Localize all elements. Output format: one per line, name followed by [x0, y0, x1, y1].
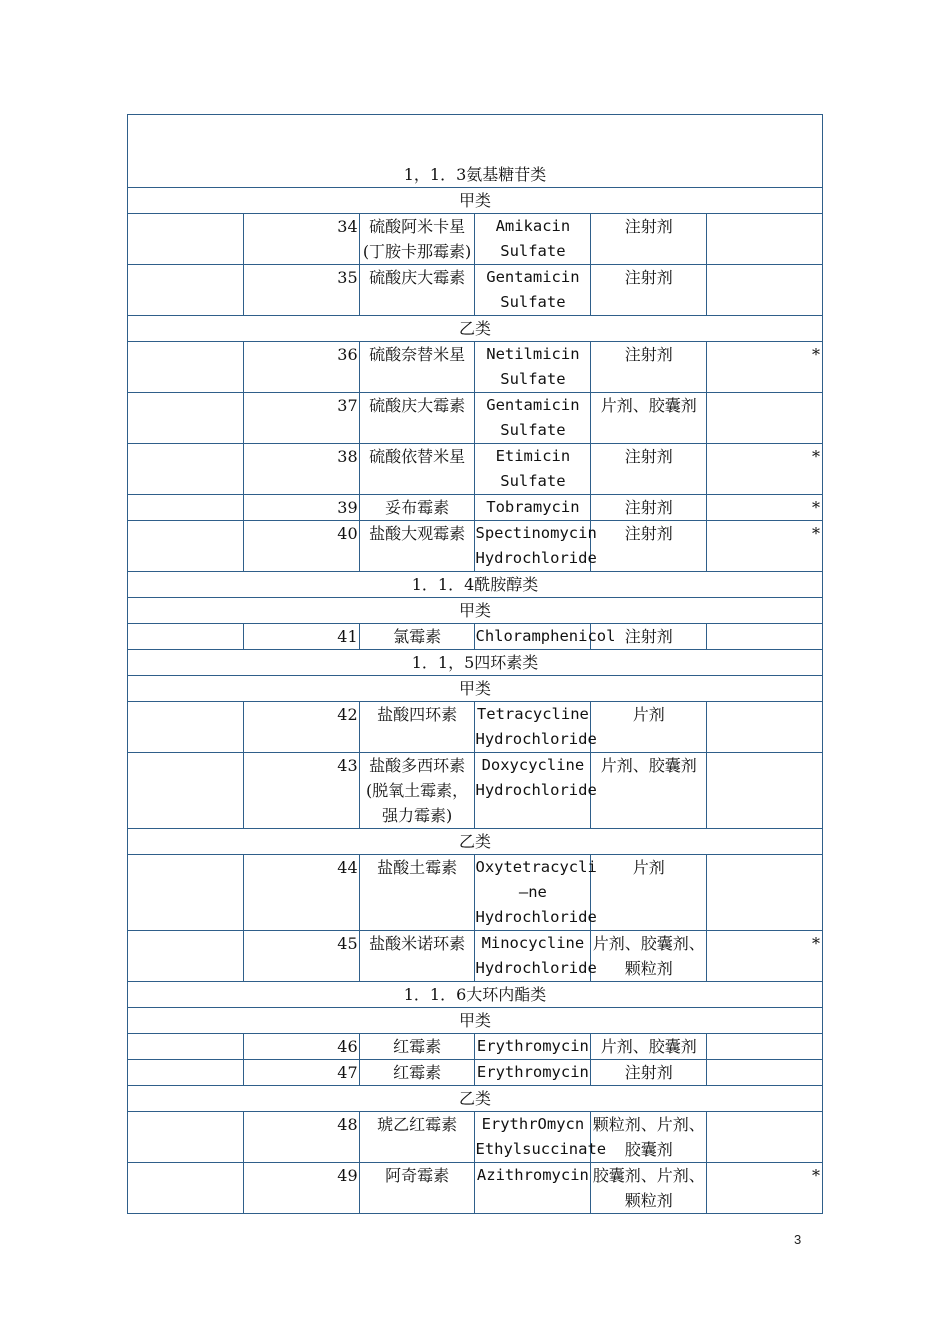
drug-chinese-name: 硫酸奈替米星 — [359, 342, 475, 393]
drug-row — [128, 624, 823, 650]
row-blank-cell — [128, 265, 244, 316]
dosage-form: 片剂、胶囊剂、颗粒剂 — [591, 931, 707, 982]
remark-mark — [707, 1060, 823, 1086]
drug-number: 38 — [243, 444, 359, 495]
drug-row — [128, 444, 823, 495]
drug-row — [128, 342, 823, 393]
row-blank-cell — [128, 495, 244, 521]
dosage-form: 片剂 — [591, 702, 707, 753]
category-row — [128, 829, 823, 855]
drug-row — [128, 753, 823, 829]
row-blank-cell — [128, 1060, 244, 1086]
drug-chinese-name: 红霉素 — [359, 1060, 475, 1086]
drug-chinese-name: 硫酸庆大霉素 — [359, 265, 475, 316]
dosage-form: 片剂、胶囊剂 — [591, 1034, 707, 1060]
drug-number: 34 — [243, 214, 359, 265]
category-row — [128, 316, 823, 342]
dosage-form: 注射剂 — [591, 521, 707, 572]
dosage-form: 片剂、胶囊剂 — [591, 753, 707, 829]
drug-english-name: Tetracycline Hydrochloride — [475, 702, 591, 753]
row-blank-cell — [128, 931, 244, 982]
drug-english-name: Spectinomycin Hydrochloride — [475, 521, 591, 572]
drug-english-name: Gentamicin Sulfate — [475, 265, 591, 316]
drug-english-name: Erythromycin — [475, 1034, 591, 1060]
category-row — [128, 676, 823, 702]
remark-mark: * — [707, 495, 823, 521]
drug-row — [128, 265, 823, 316]
remark-mark — [707, 393, 823, 444]
remark-mark — [707, 753, 823, 829]
drug-english-name: ErythrOmycn Ethylsuccinate — [475, 1112, 591, 1163]
remark-mark — [707, 265, 823, 316]
row-blank-cell — [128, 624, 244, 650]
drug-chinese-name: 盐酸大观霉素 — [359, 521, 475, 572]
drug-row — [128, 1112, 823, 1163]
drug-row — [128, 1060, 823, 1086]
dosage-form: 注射剂 — [591, 214, 707, 265]
drug-chinese-name: 盐酸四环素 — [359, 702, 475, 753]
section-heading: 1．1．6大环内酯类 — [128, 982, 823, 1008]
row-blank-cell — [128, 1034, 244, 1060]
dosage-form: 注射剂 — [591, 342, 707, 393]
drug-english-name: Gentamicin Sulfate — [475, 393, 591, 444]
row-blank-cell — [128, 521, 244, 572]
drug-row — [128, 1163, 823, 1214]
drug-english-name: Etimicin Sulfate — [475, 444, 591, 495]
remark-mark: * — [707, 931, 823, 982]
drug-chinese-name: 红霉素 — [359, 1034, 475, 1060]
section-heading-row — [128, 650, 823, 676]
category-row — [128, 1086, 823, 1112]
remark-mark — [707, 702, 823, 753]
drug-number: 35 — [243, 265, 359, 316]
drug-number: 46 — [243, 1034, 359, 1060]
dosage-form: 注射剂 — [591, 624, 707, 650]
drug-chinese-name: 硫酸庆大霉素 — [359, 393, 475, 444]
drug-row — [128, 931, 823, 982]
drug-number: 42 — [243, 702, 359, 753]
category-label: 甲类 — [128, 676, 823, 702]
remark-mark: * — [707, 444, 823, 495]
dosage-form: 注射剂 — [591, 1060, 707, 1086]
remark-mark — [707, 1034, 823, 1060]
remark-mark: * — [707, 342, 823, 393]
drug-number: 36 — [243, 342, 359, 393]
drug-number: 47 — [243, 1060, 359, 1086]
row-blank-cell — [128, 855, 244, 931]
remark-mark: * — [707, 1163, 823, 1214]
drug-row — [128, 521, 823, 572]
drug-english-name: Azithromycin — [475, 1163, 591, 1214]
category-label: 甲类 — [128, 598, 823, 624]
drug-english-name: Doxycycline Hydrochloride — [475, 753, 591, 829]
row-blank-cell — [128, 214, 244, 265]
dosage-form: 注射剂 — [591, 265, 707, 316]
drug-english-name: Minocycline Hydrochloride — [475, 931, 591, 982]
section-heading-row — [128, 982, 823, 1008]
drug-number: 49 — [243, 1163, 359, 1214]
drug-chinese-name: 氯霉素 — [359, 624, 475, 650]
category-label: 乙类 — [128, 316, 823, 342]
drug-english-name: Chloramphenicol — [475, 624, 591, 650]
drug-number: 37 — [243, 393, 359, 444]
remark-mark — [707, 624, 823, 650]
drug-row — [128, 214, 823, 265]
dosage-form: 注射剂 — [591, 495, 707, 521]
section-heading-row — [128, 115, 823, 188]
category-row — [128, 188, 823, 214]
drug-number: 48 — [243, 1112, 359, 1163]
drug-english-name: Netilmicin Sulfate — [475, 342, 591, 393]
dosage-form: 注射剂 — [591, 444, 707, 495]
drug-number: 43 — [243, 753, 359, 829]
drug-row — [128, 495, 823, 521]
row-blank-cell — [128, 753, 244, 829]
row-blank-cell — [128, 1163, 244, 1214]
drug-english-name: Amikacin Sulfate — [475, 214, 591, 265]
drug-chinese-name: 硫酸阿米卡星(丁胺卡那霉素) — [359, 214, 475, 265]
drug-chinese-name: 琥乙红霉素 — [359, 1112, 475, 1163]
drug-number: 39 — [243, 495, 359, 521]
drug-row — [128, 1034, 823, 1060]
row-blank-cell — [128, 444, 244, 495]
section-heading: 1．1．4酰胺醇类 — [128, 572, 823, 598]
category-label: 乙类 — [128, 1086, 823, 1112]
remark-mark — [707, 214, 823, 265]
section-heading: 1．1，5四环素类 — [128, 650, 823, 676]
drug-number: 40 — [243, 521, 359, 572]
page-number: 3 — [794, 1232, 802, 1247]
drug-chinese-name: 盐酸米诺环素 — [359, 931, 475, 982]
dosage-form: 胶囊剂、片剂、颗粒剂 — [591, 1163, 707, 1214]
drug-number: 45 — [243, 931, 359, 982]
dosage-form: 片剂 — [591, 855, 707, 931]
drug-english-name: Oxytetracycli—ne Hydrochloride — [475, 855, 591, 931]
drug-english-name: Tobramycin — [475, 495, 591, 521]
dosage-form: 片剂、胶囊剂 — [591, 393, 707, 444]
drug-chinese-name: 盐酸土霉素 — [359, 855, 475, 931]
drug-row — [128, 702, 823, 753]
row-blank-cell — [128, 342, 244, 393]
drug-chinese-name: 盐酸多西环素(脱氧土霉素，强力霉素) — [359, 753, 475, 829]
category-row — [128, 598, 823, 624]
remark-mark — [707, 1112, 823, 1163]
drug-row — [128, 393, 823, 444]
drug-chinese-name: 妥布霉素 — [359, 495, 475, 521]
drug-row — [128, 855, 823, 931]
drug-english-name: Erythromycin — [475, 1060, 591, 1086]
category-label: 甲类 — [128, 188, 823, 214]
row-blank-cell — [128, 1112, 244, 1163]
drug-number: 41 — [243, 624, 359, 650]
drug-number: 44 — [243, 855, 359, 931]
row-blank-cell — [128, 393, 244, 444]
remark-mark: * — [707, 521, 823, 572]
category-label: 甲类 — [128, 1008, 823, 1034]
drug-chinese-name: 硫酸依替米星 — [359, 444, 475, 495]
section-heading: 1，1．3氨基糖苷类 — [128, 115, 823, 188]
category-row — [128, 1008, 823, 1034]
drug-chinese-name: 阿奇霉素 — [359, 1163, 475, 1214]
row-blank-cell — [128, 702, 244, 753]
remark-mark — [707, 855, 823, 931]
dosage-form: 颗粒剂、片剂、胶囊剂 — [591, 1112, 707, 1163]
section-heading-row — [128, 572, 823, 598]
drug-table — [127, 114, 823, 1214]
category-label: 乙类 — [128, 829, 823, 855]
